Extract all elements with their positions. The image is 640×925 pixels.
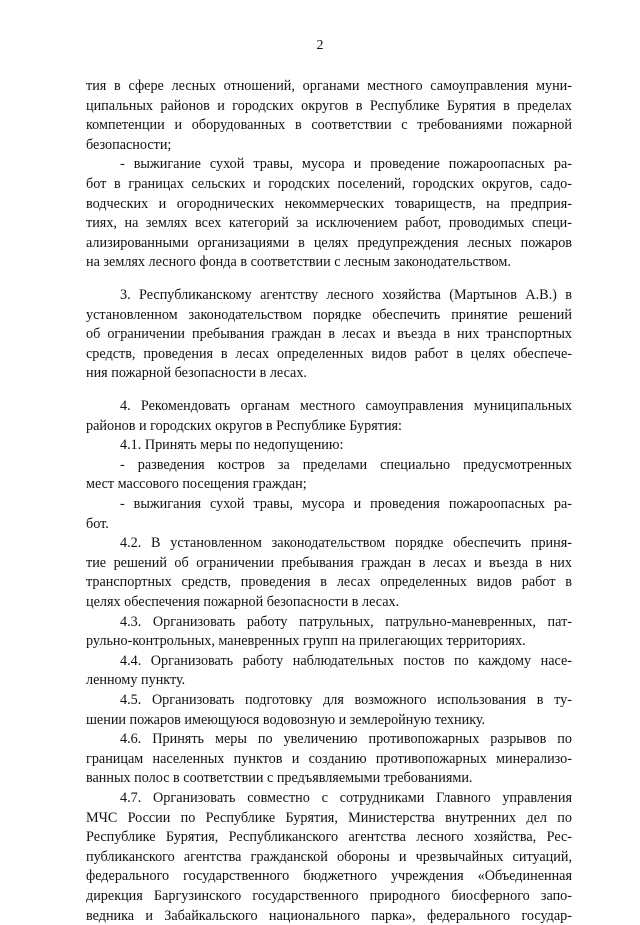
- text-line: средств, проведения в лесах определенных видов работ в целях обеспече-: [86, 345, 572, 362]
- text-line: 3. Республиканскому агентству лесного хозяйства (Мартынов А.В.) в: [120, 287, 572, 303]
- text-line: 4.7. Организовать совместно с сотрудниками Главного управления: [120, 790, 572, 806]
- text-line: - выжигание сухой травы, мусора и проведение пожароопасных ра-: [120, 156, 572, 173]
- text-line: публиканского агентства гражданской обороны и чрезвычайных ситуаций,: [86, 848, 572, 865]
- text-line: водческих и огороднических некоммерческих товариществ, на предприя-: [86, 195, 572, 212]
- text-line: безопасности;: [86, 136, 172, 153]
- text-line: 4. Рекомендовать органам местного самоуправления муниципальных: [120, 398, 572, 414]
- text-line: федерального государственного бюджетного учреждения «Объединенная: [86, 868, 572, 885]
- text-line: ленному пункту.: [86, 672, 186, 689]
- text-line: ния пожарной безопасности в лесах.: [86, 365, 307, 382]
- text-line: рульно-контрольных, маневренных групп на прилегающих территориях.: [86, 633, 526, 650]
- text-line: МЧС России по Республике Бурятия, Министерства внутренних дел по: [86, 809, 572, 826]
- text-line: 4.3. Организовать работу патрульных, патрульно-маневренных, пат-: [120, 613, 572, 630]
- text-line: тие решений об ограничении пребывания граждан в лесах и въезда в них: [86, 554, 572, 571]
- text-line: мест массового посещения граждан;: [86, 476, 307, 493]
- text-line: Республике Бурятия, Республиканского агентства лесного хозяйства, Рес-: [86, 829, 572, 846]
- text-line: бот.: [86, 515, 109, 532]
- text-line: границам населенных пунктов и созданию противопожарных минерализо-: [86, 750, 572, 767]
- text-line: 4.4. Организовать работу наблюдательных постов по каждому насе-: [120, 652, 572, 669]
- text-line: ванных полос в соответствии с предъявляемыми требованиями.: [86, 770, 473, 787]
- page-number: 2: [316, 38, 324, 53]
- text-line: транспортных средств, проведения в лесах определенных видов работ в: [86, 574, 572, 591]
- text-line: тиях, на землях всех категорий за исключением работ, проводимых специ-: [86, 215, 572, 232]
- text-line: ципальных районов и городских округов в Республике Бурятия в пределах: [86, 97, 572, 114]
- text-line: шении пожаров имеющуюся водовозную и землеройную технику.: [86, 711, 486, 728]
- text-line: 4.6. Принять меры по увеличению противопожарных разрывов по: [120, 731, 572, 748]
- text-line: дирекция Баргузинского государственного природного биосферного запо-: [86, 888, 572, 904]
- text-line: на землях лесного фонда в соответствии с лесным законодательством.: [86, 254, 511, 271]
- text-line: ведника и Забайкальского национального парка», федерального государ-: [86, 907, 572, 924]
- text-line: районов и городских округов в Республике Бурятия:: [86, 417, 403, 434]
- text-line: - выжигания сухой травы, мусора и проведения пожароопасных ра-: [120, 496, 572, 512]
- text-line: 4.1. Принять меры по недопущению:: [120, 437, 344, 454]
- text-line: об ограничении пребывания граждан в лесах и въезда в них транспортных: [86, 326, 572, 343]
- text-line: 4.2. В установленном законодательством порядке обеспечить приня-: [120, 535, 572, 552]
- text-line: целях обеспечения пожарной безопасности в лесах.: [86, 594, 400, 610]
- text-line: тия в сфере лесных отношений, органами местного самоуправления муни-: [86, 78, 572, 94]
- text-line: - разведения костров за пределами специально предусмотренных: [120, 456, 572, 473]
- text-line: 4.5. Организовать подготовку для возможного использования в ту-: [120, 692, 572, 708]
- text-line: бот в границах сельских и городских поселений, городских округов, садо-: [86, 176, 572, 192]
- text-line: компетенции и оборудованных в соответствии с требованиями пожарной: [86, 117, 572, 134]
- text-line: ализированными организациями в целях предупреждения лесных пожаров: [86, 234, 572, 251]
- text-line: установленном законодательством порядке обеспечить принятие решений: [86, 306, 572, 323]
